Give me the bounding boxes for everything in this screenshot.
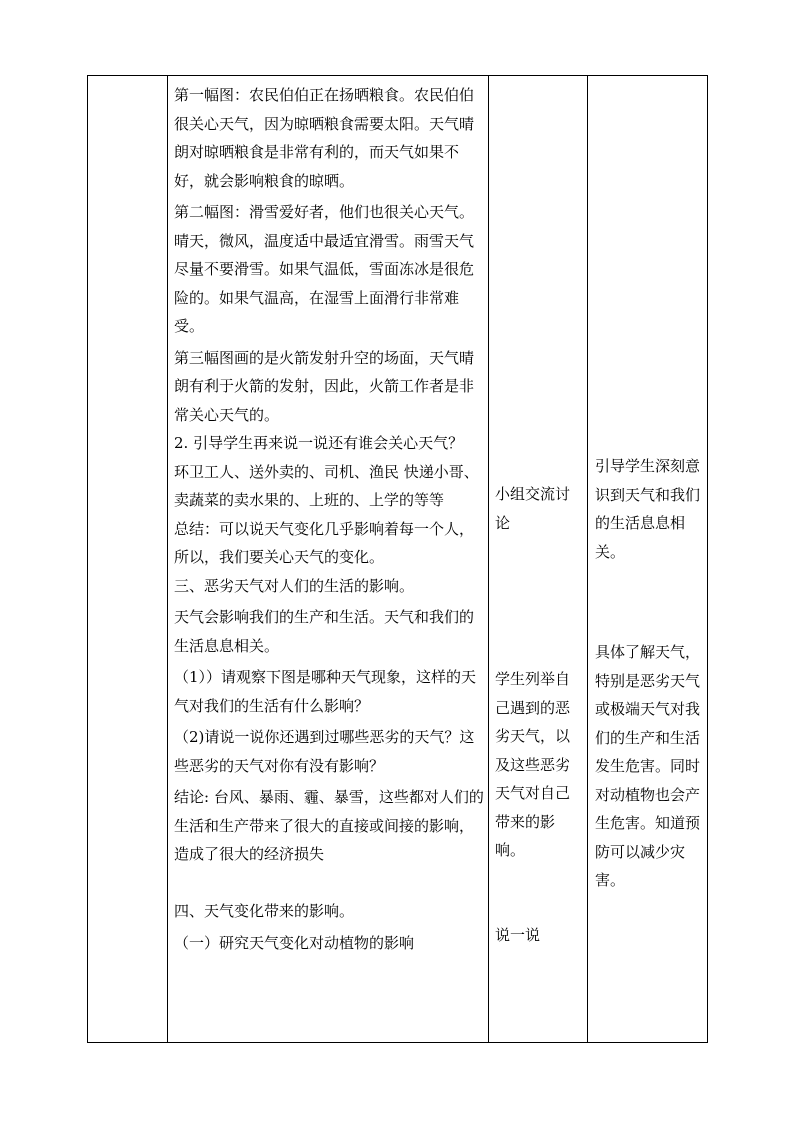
student-activity-cell [489, 76, 588, 1043]
lesson-plan-table [87, 75, 708, 1043]
paragraph-question-2: 2. 引导学生再来说一说还有谁会关心天气？ [174, 434, 464, 452]
paragraph-weather-affects-life: 天气会影响我们的生产和生活。天气和我们的生活息息相关。 [174, 608, 475, 655]
paragraph-summary: 总结：可以说天气变化几乎影响着每一个人，所以，我们要关心天气的变化。 [174, 519, 475, 566]
heading-section-3: 三、恶劣天气对人们的生活的影响。 [174, 576, 415, 595]
blank-line [174, 869, 484, 898]
paragraph-say-bad-weather: （2)请说一说你还遇到过哪些恶劣的天气？这些恶劣的天气对你有没有影响？ [174, 728, 475, 775]
paragraph-research-animals-plants: （一）研究天气变化对动植物的影响 [174, 933, 415, 952]
group-talk-text: 小组交流讨论 [495, 485, 571, 532]
paragraph-picture-3: 第三幅图画的是火箭发射升空的场面，天气晴朗有利于火箭的发射，因此，火箭工作者是非常关心天气的。 [174, 348, 475, 424]
blank-first-column-cell [88, 76, 168, 1043]
students-list-text: 学生列举自己遇到的恶劣天气，以及这些恶劣天气对自己带来的影响。 [495, 670, 571, 859]
concrete-intent-text: 具体了解天气，特别是恶劣天气或极端天气对我们的生产和生活发生危害。同时对动植物也会产生危害。知道预防可以减少灾害。 [595, 643, 701, 889]
paragraph-conclusion: 结论: 台风、暴雨、霾、暴雪，这些都对人们的生活和生产带来了很大的直接或间接的影响，造成了很大的经济损失 [174, 788, 484, 863]
teaching-process-cell [168, 76, 489, 1043]
paragraph-picture-1: 第一幅图：农民伯伯正在扬晒粮食。农民伯伯很关心天气，因为晾晒粮食需要太阳。天气晴朗对晾晒粮食是非常有利的，而天气如果不好，就会影响粮食的晾晒。 [174, 86, 475, 190]
guide-intent-text: 引导学生深刻意识到天气和我们的生活息息相关。 [595, 457, 701, 561]
paragraph-people-list: 环卫工人、送外卖的、司机、渔民 快递小哥、卖蔬菜的卖水果的、上班的、上学的等等 [174, 462, 479, 509]
table-row [88, 76, 708, 1043]
paragraph-picture-2: 第二幅图：滑雪爱好者，他们也很关心天气。晴天，微风，温度适中最适宜滑雪。雨雪天气尽量不要滑雪。如果气温低，雪面冻冰是很危险的。如果气温高，在湿雪上面滑行非常难受。 [174, 203, 475, 335]
say-text: 说一说 [495, 925, 541, 944]
heading-section-4: 四、天气变化带来的影响。 [174, 902, 355, 920]
paragraph-observe-picture: （1））请观察下图是哪种天气现象，这样的天气对我们的生活有什么影响？ [174, 668, 477, 715]
design-intent-cell [588, 76, 708, 1043]
